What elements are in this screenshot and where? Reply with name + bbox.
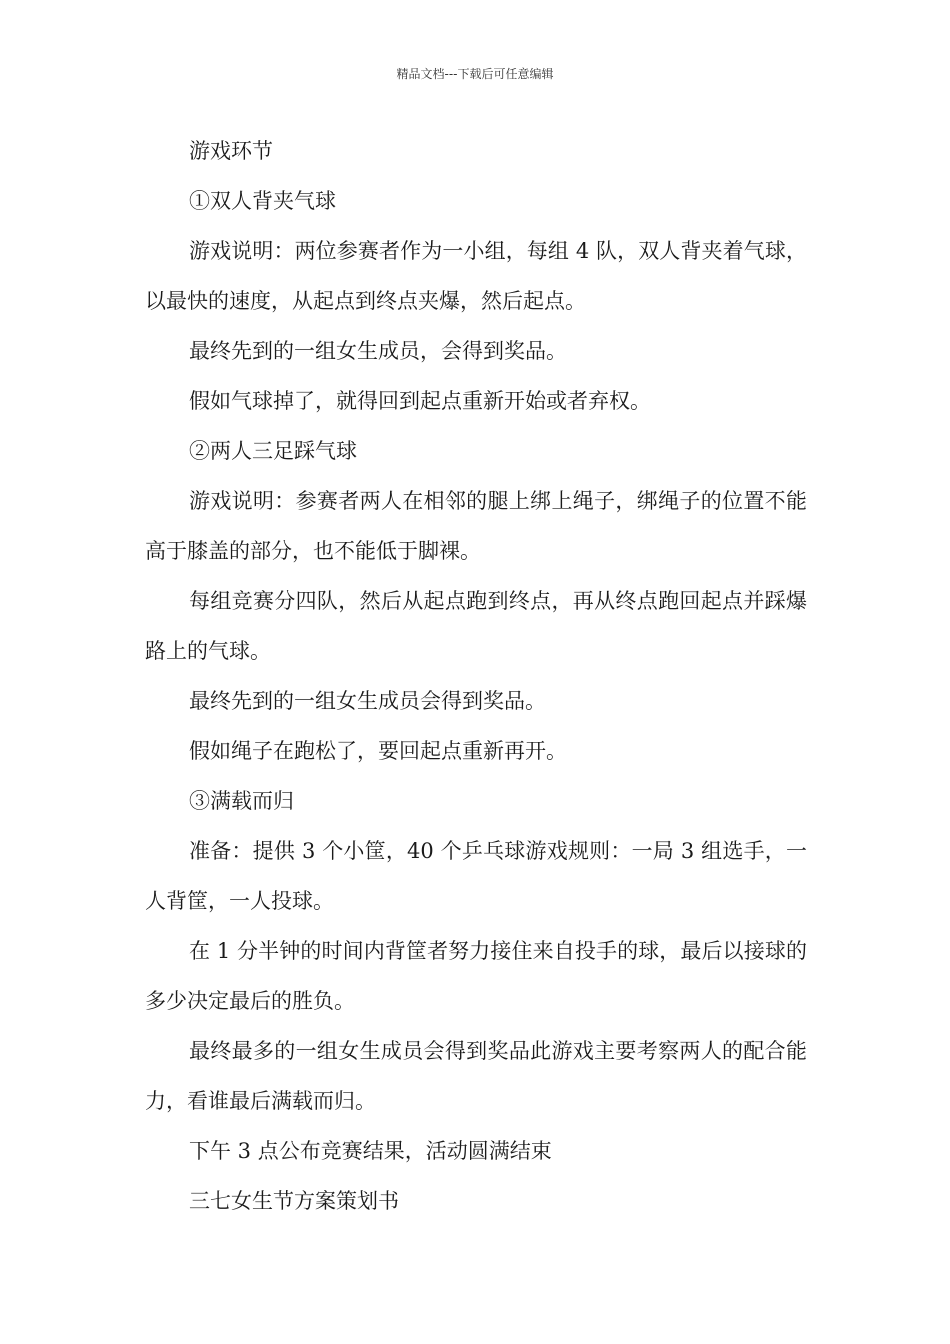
- page-header: 精品文档---下载后可任意编辑: [396, 67, 554, 81]
- next-section-title: 三七女生节方案策划书: [189, 1189, 399, 1213]
- section-heading: 游戏环节: [189, 139, 273, 163]
- document-body: [145, 126, 807, 1226]
- game-2-prize: 最终先到的一组女生成员会得到奖品。: [189, 689, 546, 713]
- game-3-prize: 最终最多的一组女生成员会得到奖品此游戏主要考察两人的配合能力，看谁最后满载而归。: [145, 1039, 807, 1113]
- game-3-procedure: 在 1 分半钟的时间内背筐者努力接住来自投手的球，最后以接球的多少决定最后的胜负。: [145, 939, 807, 1013]
- game-1-prize: 最终先到的一组女生成员，会得到奖品。: [189, 339, 567, 363]
- game-2-procedure: 每组竞赛分四队，然后从起点跑到终点，再从终点跑回起点并踩爆路上的气球。: [145, 589, 807, 663]
- game-2-rule: 假如绳子在跑松了，要回起点重新再开。: [189, 739, 567, 763]
- game-3-preparation: 准备：提供 3 个小筐，40 个乒乓球游戏规则：一局 3 组选手，一人背筐，一人投球。: [145, 839, 807, 913]
- game-2-title: ②两人三足踩气球: [189, 439, 357, 463]
- game-2-description: 游戏说明：参赛者两人在相邻的腿上绑上绳子，绑绳子的位置不能高于膝盖的部分，也不能低于脚裸。: [145, 489, 807, 563]
- game-1-title: ①双人背夹气球: [189, 189, 336, 213]
- game-1-description: 游戏说明：两位参赛者作为一小组，每组 4 队，双人背夹着气球，以最快的速度，从起点到终点夹爆，然后起点。: [145, 239, 807, 313]
- game-1-rule: 假如气球掉了，就得回到起点重新开始或者弃权。: [189, 389, 651, 413]
- results-announcement: 下午 3 点公布竞赛结果，活动圆满结束: [189, 1139, 552, 1163]
- game-3-title: ③满载而归: [189, 789, 294, 813]
